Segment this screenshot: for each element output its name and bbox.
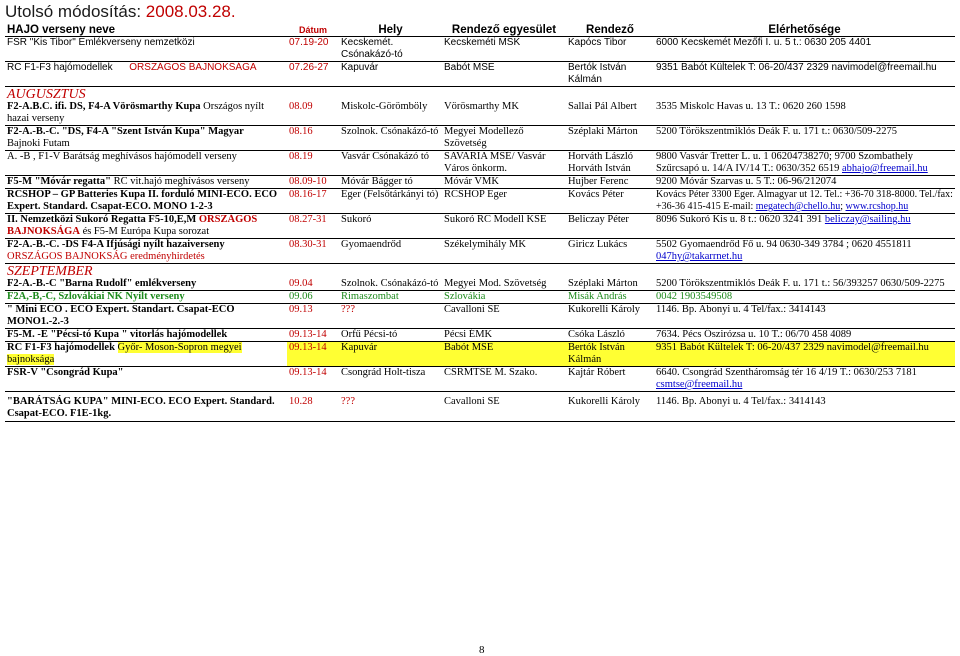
table-row: F2-A.-B.-C. -DS F4-A Ifjúsági nyílt hazaiverseny ORSZÁGOS BAJNOKSÁG eredményhirdetés 08.30-31 Gyomaendrőd Székelymihály MK Giricz Lukács 5502 Gyomaendrőd Fő u. 94 0630-349 3784 ; 0620 4551811 047hy@takarrnet.hu <box>5 239 955 264</box>
email-link[interactable]: abhajo@freemail.hu <box>841 163 928 174</box>
email-link[interactable]: beliczay@sailing.hu <box>824 214 911 225</box>
email-link[interactable]: megatech@chello.hu <box>755 201 841 212</box>
table-row: F2-A.-B.-C "Barna Rudolf" emlékverseny 09.04 Szolnok. Csónakázó-tó Megyei Mod. Szövetség Széplaki Márton 5200 Törökszentmiklós Deák F. u. 171 t.: 56/393257 0630/509-2275 <box>5 278 955 291</box>
table-row: RC F1-F3 hajómodellek ORSZÁGOS BAJNOKSÁGA 07.26-27 Kapuvár Babót MSE Bertók István Kálmán 9351 Babót Kültelek T: 06-20/437 2329 navimodel@freemail.hu <box>5 62 955 87</box>
table-row: F5-M "Móvár regatta" RC vit.hajó meghívásos verseny 08.09-10 Móvár Bágger tó Móvár VMK Hujber Ferenc 9200 Móvár Szarvas u. 5 T.: 06-96/212074 <box>5 176 955 189</box>
table-row: RC F1-F3 hajómodellek Győr- Moson-Sopron megyei bajnoksága 09.13-14 Kapuvár Babót MSE Bertók István Kálmán 9351 Babót Kültelek T: 06-20/437 2329 navimodel@freemail.hu <box>5 342 955 367</box>
modified-date: 2008.03.28. <box>145 2 236 21</box>
month-heading: SZEPTEMBER <box>7 264 93 278</box>
table-row: RCSHOP – GP Batteries Kupa II. forduló MINI-ECO. ECO Expert. Standard. Csapat-ECO. MONO 1-2-3 08.16-17 Eger (Felsőtárkányi tó) RCSHOP Eger Kovács Péter Kovács Péter 3300 Eger. Almagyar ut 12. Tel.: +36-70 318-8000. Tel./fax: +36-36 415-415 E-mail: megatech@chello.hu; www.rcshop.hu <box>5 189 955 214</box>
table-row: " Mini ECO . ECO Expert. Standart. Csapat-ECO MONO1.-2.-3 09.13 ??? Cavalloni SE Kukorelli Károly 1146. Bp. Abonyi u. 4 Tel/fax.: 3414143 <box>5 304 955 329</box>
email-link[interactable]: csmtse@freemail.hu <box>656 379 743 390</box>
table-row: A. -B , F1-V Barátság meghívásos hajómodell verseny 08.19 Vasvár Csónakázó tó SAVARIA MSE/ Vasvár Város önkorm. Horváth László Horváth István 9800 Vasvár Tretter L. u. 1 06204738270; 9700 Szombathely Szűrcsapó u. 14/A IV/14 T.: 0630/352 6519 abhajo@freemail.hu <box>5 151 955 176</box>
col-date: Dátum <box>287 24 339 37</box>
events-table <box>5 24 955 422</box>
table-row: F2-A.B.C. ifi. DS, F4-A Vörösmarthy Kupa Országos nyílt hazai verseny 08.09 Miskolc-Görömböly Vörösmarthy MK Sallai Pál Albert 3535 Miskolc Havas u. 13 T.: 0620 260 1598 <box>5 101 955 126</box>
month-heading: AUGUSZTUS <box>7 87 86 101</box>
page-title: Utolsó módosítás: 2008.03.28. <box>5 2 236 21</box>
col-event: HAJÓ verseny neve <box>5 24 287 37</box>
col-organizer: Rendező <box>566 24 654 37</box>
page-number: 8 <box>479 644 485 656</box>
col-place: Hely <box>339 24 442 37</box>
email-link[interactable]: 047hy@takarrnet.hu <box>656 251 743 262</box>
table-row: II. Nemzetközi Sukoró Regatta F5-10,E,M ORSZÁGOS BAJNOKSÁGA és F5-M Európa Kupa sorozat 08.27-31 Sukoró Sukoró RC Modell KSE Beliczay Péter 8096 Sukoró Kis u. 8 t.: 0620 3241 391 beliczay@sailing.hu <box>5 214 955 239</box>
table-header <box>5 24 955 37</box>
table-row: F2-A.-B.-C. "DS, F4-A "Szent István Kupa" Magyar Bajnoki Futam 08.16 Szolnok. Csónakázó-tó Megyei Modellező Szövetség Széplaki Márton 5200 Törökszentmiklós Deák F. u. 171 t.: 0630/509-2275 <box>5 126 955 151</box>
table-row: "BARÁTSÁG KUPA" MINI-ECO. ECO Expert. Standard. Csapat-ECO. F1E-1kg. 10.28 ??? Cavalloni SE Kukorelli Károly 1146. Bp. Abonyi u. 4 Tel/fax.: 3414143 <box>5 392 955 422</box>
table-row: F2A,-B,-C, Szlovákiai NK Nyílt verseny 09.06 Rimaszombat Szlovákia Misák András 0042 1903549508 <box>5 291 955 304</box>
table-row: FSR-V "Csongrád Kupa" 09.13-14 Csongrád Holt-tisza CSRMTSE M. Szako. Kajtár Róbert 6640. Csongrád Szentháromság tér 16 4/19 T.: 0630/253 7181 csmtse@freemail.hu <box>5 367 955 392</box>
table-row: F5-M. -E "Pécsi-tó Kupa " vitorlás hajómodellek 09.13-14 Orfű Pécsi-tó Pécsi ÉMK Csóka László 7634. Pécs Őszirózsa u. 10 T.: 06/70 458 4089 <box>5 329 955 342</box>
col-club: Rendező egyesület <box>442 24 566 37</box>
website-link[interactable]: www.rcshop.hu <box>845 201 909 212</box>
table-row: FSR "Kis Tibor" Emlékverseny nemzetközi 07.19-20 Kecskemét. Csónakázó-tó Kecskeméti MSK Kapócs Tibor 6000 Kecskemét Mezőfi I. u. 5 t.: 0630 205 4401 <box>5 37 955 62</box>
col-contact: Elérhetősége <box>654 24 955 37</box>
